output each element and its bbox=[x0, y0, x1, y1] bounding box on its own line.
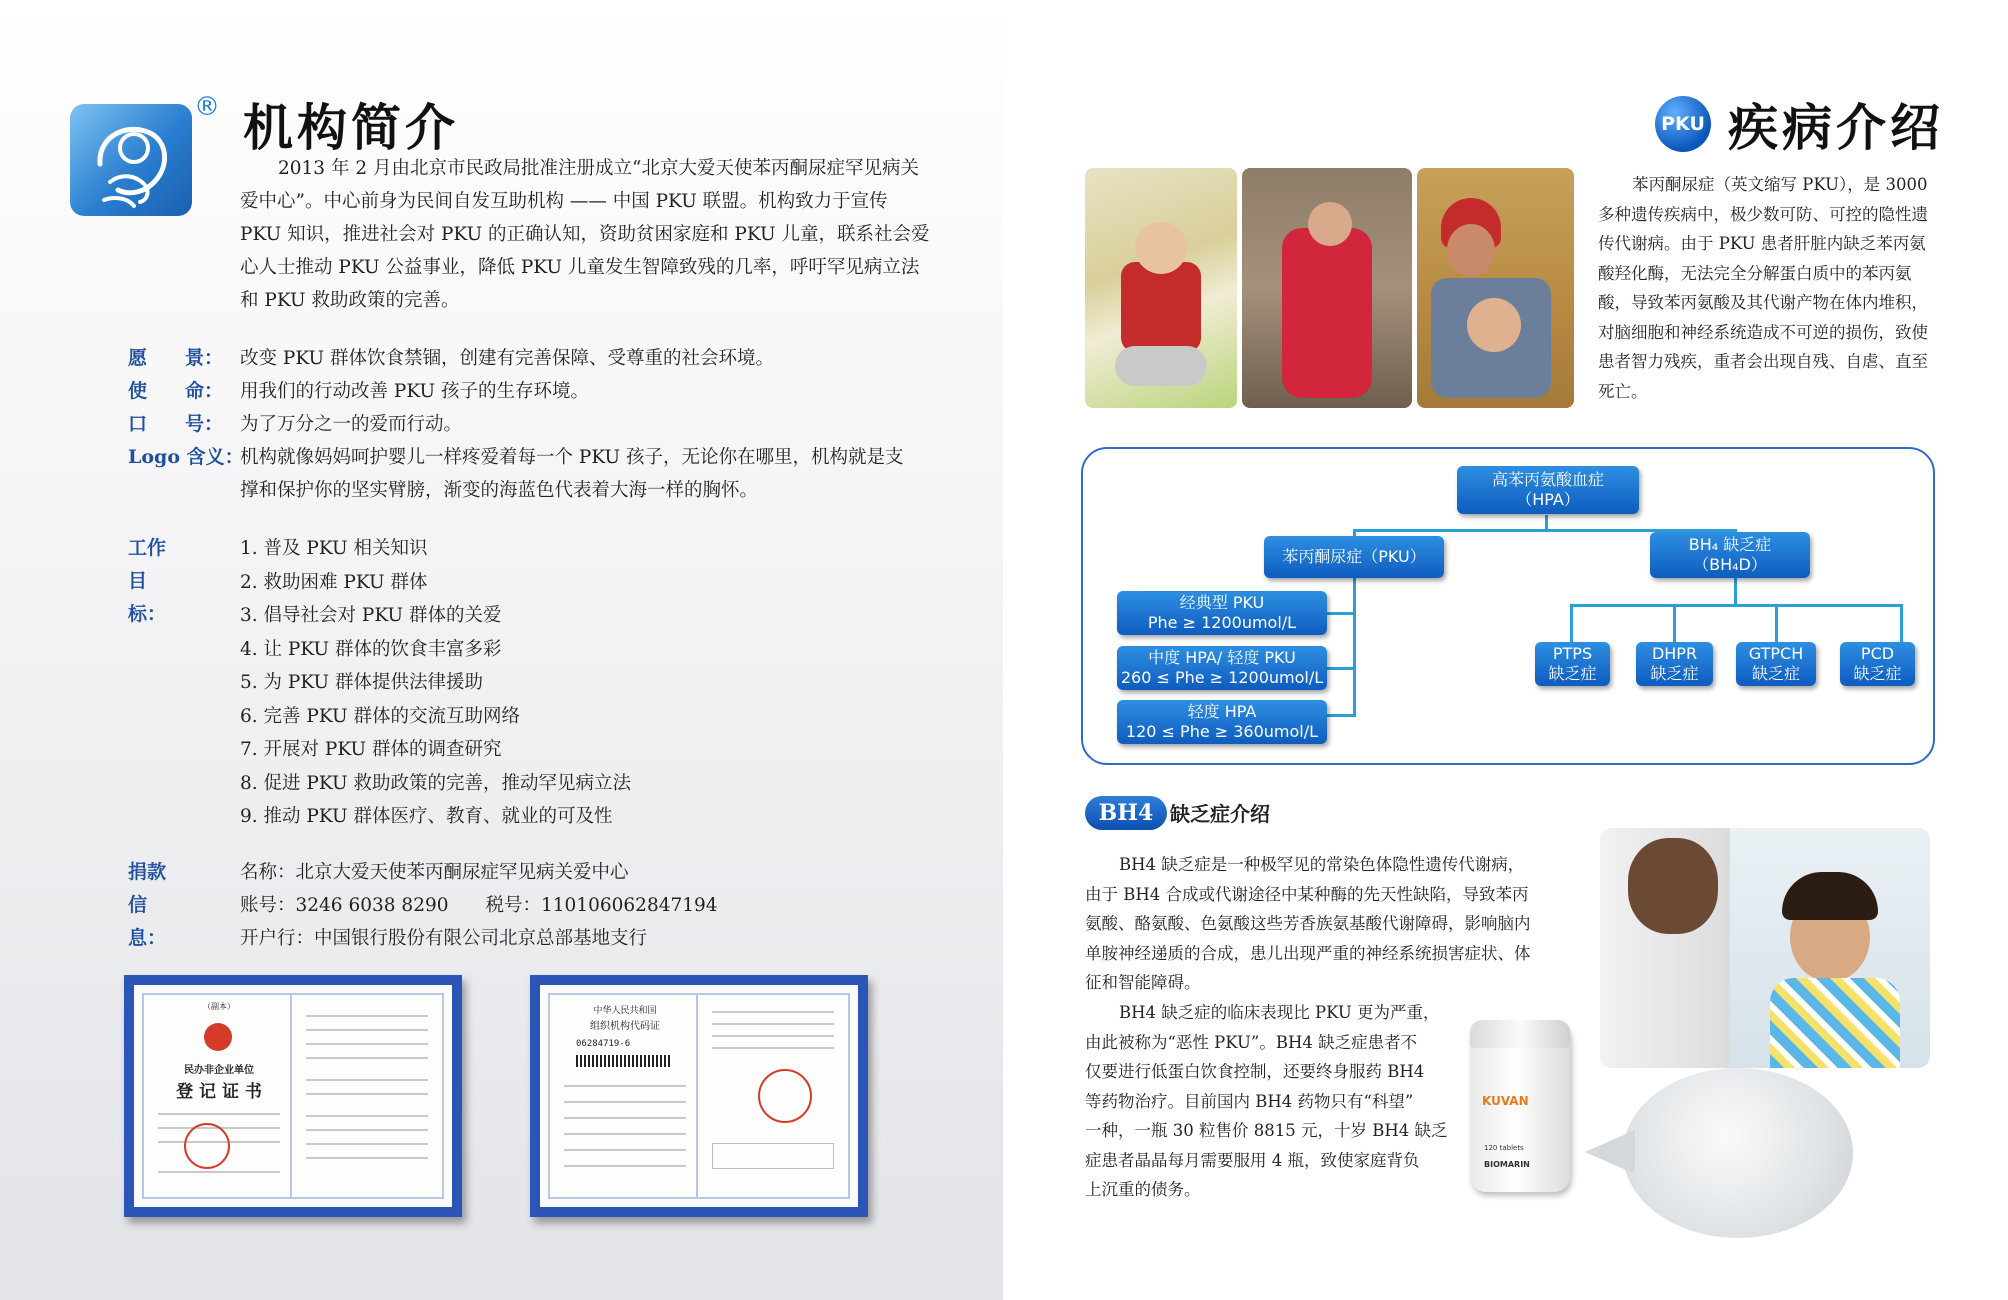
node-pku bbox=[1264, 536, 1444, 578]
photo-mother-and-baby bbox=[1417, 168, 1574, 408]
goal-item: 8. 促进 PKU 救助政策的完善，推动罕见病立法 bbox=[240, 772, 631, 794]
tablets-closeup bbox=[1623, 1068, 1853, 1238]
goal-item: 7. 开展对 PKU 群体的调查研究 bbox=[240, 739, 502, 760]
certificate-box bbox=[712, 1143, 834, 1169]
bh4-p2-line: BH4 缺乏症的临床表现比 PKU 更为严重， bbox=[1119, 1003, 1440, 1022]
node-ptps-line2: 缺乏症 bbox=[1548, 664, 1597, 683]
cert-line bbox=[158, 1171, 280, 1173]
cert-line bbox=[712, 1035, 834, 1037]
donation-name: 名称：北京大爱天使苯丙酮尿症罕见病关爱中心 bbox=[240, 862, 629, 883]
cert-line bbox=[564, 1149, 686, 1151]
node-pku-label: 苯丙酮尿症（PKU） bbox=[1282, 547, 1426, 566]
connector bbox=[1570, 604, 1903, 607]
node-moderate-hpa-line2: 260 ≤ Phe ≥ 1200umol/L bbox=[1120, 668, 1324, 687]
node-moderate-hpa-line1: 中度 HPA/ 轻度 PKU bbox=[1148, 648, 1296, 667]
photo-baby-sitting bbox=[1085, 168, 1237, 408]
certificate-heading: 组织机构代码证 bbox=[590, 1021, 660, 1032]
node-bh4 bbox=[1650, 532, 1810, 578]
cert-line bbox=[306, 1029, 428, 1031]
donation-info bbox=[240, 856, 940, 955]
organization-intro: 2013 年 2 月由北京市民政局批准注册成立“北京大爱天使苯丙酮尿症罕见病关爱中心”。中心前身为民间自发互助机构 —— 中国 PKU 联盟。机构致力于宣传 PKU 知识，推进社会对 PKU 的正确认知，资助贫困家庭和 PKU 儿童，联系社会爱心人士推动 PKU 公益事业，降低 PKU 儿童发生智障致残的几率，呼吁罕见病立法和 PKU 救助政策的完善。 bbox=[240, 158, 930, 311]
bh4-badge: BH4 bbox=[1085, 796, 1167, 830]
face-shape bbox=[1447, 224, 1495, 276]
pants-shape bbox=[1115, 346, 1207, 386]
connector bbox=[1326, 667, 1356, 670]
goal-item: 5. 为 PKU 群体提供法律援助 bbox=[240, 672, 483, 693]
node-mild-hpa bbox=[1117, 700, 1327, 744]
face-shape bbox=[1135, 222, 1187, 274]
node-classic-pku-line1: 经典型 PKU bbox=[1179, 593, 1265, 612]
certificate-page-right bbox=[290, 993, 444, 1199]
node-ptps-line1: PTPS bbox=[1552, 644, 1593, 663]
cert-line bbox=[306, 1043, 428, 1045]
connector bbox=[1326, 612, 1356, 615]
bh4-paragraph-1: BH4 缺乏症是一种极罕见的常染色体隐性遗传代谢病，由于 BH4 合成或代谢途径中某种酶的先天性缺陷，导致苯丙氨酸、酪氨酸、色氨酸这些芳香族氨基酸代谢障碍，影响脑内单胺神经递质的合成，患儿出现严重的神经系统损害症状、体征和智能障碍。 bbox=[1085, 855, 1531, 992]
organization-code-certificate bbox=[530, 975, 868, 1217]
connector bbox=[1353, 578, 1356, 716]
vision-text: 改变 PKU 群体饮食禁锢，创建有完善保障、受尊重的社会环境。 bbox=[240, 348, 774, 369]
bh4-p2-line: 仅要进行低蛋白饮食控制，还要终身服药 BH4 bbox=[1085, 1062, 1425, 1081]
cert-line bbox=[306, 1115, 428, 1117]
donation-account: 账号：3246 6038 8290 税号：110106062847194 bbox=[240, 895, 718, 916]
certificate-page-right bbox=[696, 993, 850, 1199]
bh4-section-title: 缺乏症介绍 bbox=[1170, 802, 1270, 826]
connector bbox=[1775, 604, 1778, 642]
node-hpa-line2: （HPA） bbox=[1516, 490, 1580, 509]
cert-line bbox=[712, 1011, 834, 1013]
certificate-page-left bbox=[142, 993, 296, 1199]
doctor-head-shape bbox=[1628, 838, 1718, 934]
node-moderate-hpa bbox=[1117, 646, 1327, 690]
logo-meaning-label: Logo 含义： bbox=[128, 446, 244, 468]
node-bh4-line1: BH₄ 缺乏症 bbox=[1688, 535, 1772, 554]
goal-item: 3. 倡导社会对 PKU 群体的关爱 bbox=[240, 605, 502, 626]
cert-line bbox=[306, 1057, 428, 1059]
bh4-p2-line: 一种，一瓶 30 粒售价 8815 元，十岁 BH4 缺乏 bbox=[1085, 1121, 1448, 1140]
connector bbox=[1570, 604, 1573, 642]
node-dhpr bbox=[1636, 642, 1713, 686]
node-classic-pku bbox=[1117, 591, 1327, 635]
cert-line bbox=[564, 1085, 686, 1087]
mission-label: 使 命： bbox=[128, 380, 224, 402]
node-classic-pku-line2: Phe ≥ 1200umol/L bbox=[1147, 613, 1297, 632]
cert-line bbox=[306, 1015, 428, 1017]
node-dhpr-line1: DHPR bbox=[1651, 644, 1698, 663]
national-emblem-icon bbox=[204, 1023, 232, 1051]
cert-line bbox=[306, 1129, 428, 1131]
bh4-p2-line: 等药物治疗。目前国内 BH4 药物只有“科望” bbox=[1085, 1091, 1414, 1111]
child-hair-shape bbox=[1782, 872, 1878, 920]
certificate-copy-mark: （副本） bbox=[203, 1002, 235, 1011]
connector bbox=[1734, 578, 1737, 606]
organization-logo bbox=[70, 104, 192, 216]
bh4-p2-line: 症患者晶晶每月需要服用 4 瓶，致使家庭背负 bbox=[1085, 1150, 1420, 1170]
node-dhpr-line2: 缺乏症 bbox=[1650, 664, 1699, 683]
red-seal-icon bbox=[758, 1069, 812, 1123]
goal-item: 9. 推动 PKU 群体医疗、教育、就业的可及性 bbox=[240, 806, 613, 827]
bottle-maker: BIOMARIN bbox=[1484, 1160, 1530, 1169]
cert-line bbox=[306, 1143, 428, 1145]
vision-label: 愿 景： bbox=[128, 347, 224, 369]
registered-mark: ® bbox=[194, 92, 220, 122]
node-pcd-line2: 缺乏症 bbox=[1853, 664, 1902, 683]
donation-bank: 开户行：中国银行股份有限公司北京总部基地支行 bbox=[240, 928, 648, 949]
cert-line bbox=[564, 1165, 686, 1167]
cert-line bbox=[564, 1133, 686, 1135]
pku-description: 苯丙酮尿症（英文缩写 PKU），是 3000 多种遗传疾病中，极少数可防、可控的隐性遗传代谢病。由于 PKU 患者肝脏内缺乏苯丙氨酸羟化酶，无法完全分解蛋白质中的苯丙氨酸，导致苯丙氨酸及其代谢产物在体内堆积，对脑细胞和神经系统造成不可逆的损伤，致使患者智力残疾，重者会出现自残、自虐、直至死亡。 bbox=[1598, 175, 1928, 401]
node-bh4-line2: （BH₄D） bbox=[1693, 555, 1767, 574]
bh4-p2-line: 由此被称为“恶性 PKU”。BH4 缺乏症患者不 bbox=[1085, 1032, 1418, 1052]
certificate-page-left bbox=[548, 993, 702, 1199]
baby-face-shape bbox=[1467, 298, 1521, 352]
cert-line bbox=[158, 1113, 280, 1115]
cert-line bbox=[306, 1093, 428, 1095]
donation-label: 捐款信息： bbox=[128, 861, 167, 949]
node-hpa bbox=[1457, 466, 1639, 514]
cert-line bbox=[564, 1117, 686, 1119]
pku-badge: PKU bbox=[1655, 96, 1711, 152]
registration-certificate bbox=[124, 975, 462, 1217]
red-clothes-shape bbox=[1282, 228, 1372, 398]
red-seal-icon bbox=[184, 1123, 230, 1169]
node-mild-hpa-line2: 120 ≤ Phe ≥ 360umol/L bbox=[1125, 722, 1319, 741]
certificate-code: 06284719-6 bbox=[576, 1039, 631, 1049]
goal-item: 4. 让 PKU 群体的饮食丰富多彩 bbox=[240, 638, 502, 660]
slogan-label: 口 号： bbox=[128, 413, 224, 435]
certificate-issuer: 中华人民共和国 bbox=[593, 1006, 657, 1016]
bh4-p2-line: 上沉重的债务。 bbox=[1085, 1180, 1201, 1199]
page-title-organization: 机构简介 bbox=[243, 98, 459, 157]
cert-line bbox=[306, 1079, 428, 1081]
barcode-icon bbox=[576, 1055, 672, 1067]
callout-pointer bbox=[1585, 1130, 1635, 1174]
goals-list bbox=[240, 532, 631, 834]
cert-line bbox=[712, 1047, 834, 1049]
logo-meaning-text: 机构就像妈妈呵护婴儿一样疼爱着每一个 PKU 孩子，无论你在哪里，机构就是支撑和保护你的坚实臂膀，渐变的海蓝色代表着大海一样的胸怀。 bbox=[240, 447, 904, 501]
node-mild-hpa-line1: 轻度 HPA bbox=[1187, 702, 1257, 721]
face-shape bbox=[1308, 202, 1352, 246]
node-pcd bbox=[1840, 642, 1915, 686]
node-gtpch-line1: GTPCH bbox=[1748, 644, 1804, 663]
red-jacket-shape bbox=[1121, 262, 1201, 352]
node-hpa-line1: 高苯丙氨酸血症 bbox=[1491, 470, 1604, 489]
goals-label: 工作目标： bbox=[128, 537, 167, 625]
page-title-disease: 疾病介绍 bbox=[1728, 98, 1944, 157]
goal-item: 6. 完善 PKU 群体的交流互助网络 bbox=[240, 705, 520, 727]
cert-line bbox=[564, 1101, 686, 1103]
connector bbox=[1673, 604, 1676, 642]
connector bbox=[1900, 604, 1903, 642]
photo-child-in-red bbox=[1242, 168, 1412, 408]
bottle-count: 120 tablets bbox=[1484, 1144, 1524, 1152]
photo-doctor-feeding-child bbox=[1600, 828, 1930, 1068]
slogan-text: 为了万分之一的爱而行动。 bbox=[240, 414, 463, 435]
node-gtpch-line2: 缺乏症 bbox=[1751, 664, 1800, 683]
certificate-type: 民办非企业单位 bbox=[184, 1065, 254, 1076]
node-gtpch bbox=[1736, 642, 1816, 686]
connector bbox=[1326, 714, 1356, 717]
goal-item: 2. 救助困难 PKU 群体 bbox=[240, 571, 428, 593]
mission-text: 用我们的行动改善 PKU 孩子的生存环境。 bbox=[240, 381, 589, 402]
bottle-cap bbox=[1470, 1020, 1570, 1048]
goal-item: 1. 普及 PKU 相关知识 bbox=[240, 538, 428, 559]
node-pcd-line1: PCD bbox=[1860, 644, 1895, 663]
node-ptps bbox=[1535, 642, 1610, 686]
kuvan-bottle bbox=[1470, 1020, 1570, 1192]
certificate-heading: 登 记 证 书 bbox=[176, 1082, 262, 1102]
bh4-paragraph-2 bbox=[1085, 998, 1465, 1205]
child-dress-shape bbox=[1770, 978, 1900, 1068]
cert-line bbox=[306, 1157, 428, 1159]
bottle-brand: KUVAN bbox=[1482, 1094, 1529, 1108]
cert-line bbox=[712, 1023, 834, 1025]
